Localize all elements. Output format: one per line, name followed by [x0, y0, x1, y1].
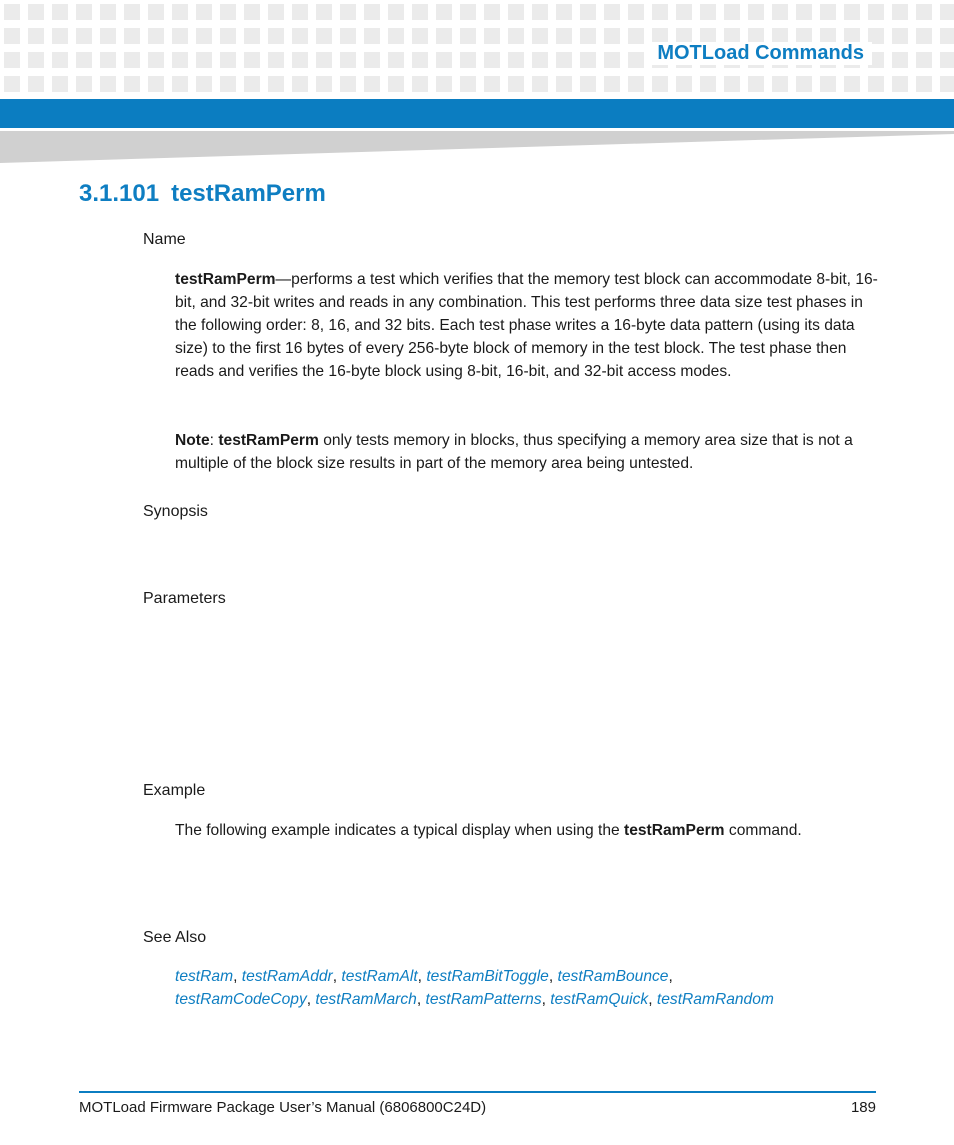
label-name: Name	[143, 231, 186, 248]
link-separator: ,	[648, 991, 657, 1008]
see-also-link-testramquick[interactable]: testRamQuick	[550, 991, 649, 1008]
example-command: testRamPerm	[624, 822, 725, 839]
footer-page-number: 189	[850, 1099, 876, 1116]
label-synopsis: Synopsis	[143, 503, 208, 520]
link-separator: ,	[332, 968, 342, 985]
label-see-also: See Also	[143, 929, 207, 946]
running-header-title: MOTLoad Commands	[649, 42, 872, 65]
link-separator: ,	[548, 968, 558, 985]
see-also-link-testramrandom[interactable]: testRamRandom	[656, 991, 774, 1008]
section-number: 3.1.101	[79, 180, 160, 207]
command-name: testRamPerm	[175, 271, 276, 288]
note-paragraph	[175, 429, 880, 475]
see-also-link-testramalt[interactable]: testRamAlt	[341, 968, 418, 985]
see-also-links	[175, 965, 875, 1011]
header-tile-row	[4, 4, 954, 20]
see-also-link-testramaddr[interactable]: testRamAddr	[241, 968, 333, 985]
example-text-after: command.	[724, 822, 802, 839]
link-separator: ,	[668, 968, 673, 985]
link-separator: ,	[233, 968, 242, 985]
label-parameters: Parameters	[143, 590, 226, 607]
section-title-text: testRamPerm	[171, 180, 326, 207]
footer-manual-title: MOTLoad Firmware Package User’s Manual (6806800C24D)	[79, 1099, 487, 1116]
link-separator: ,	[416, 991, 426, 1008]
note-text: only tests memory in blocks, thus specifying a memory area size that is not a multiple of the block size results in part of the memory area being untested.	[175, 432, 853, 472]
see-also-link-testrambounce[interactable]: testRamBounce	[557, 968, 669, 985]
label-example: Example	[143, 782, 206, 799]
link-separator: ,	[541, 991, 551, 1008]
header-grey-wedge	[0, 131, 954, 163]
section-title	[79, 180, 326, 208]
name-description	[175, 268, 880, 383]
header-blue-bar	[0, 99, 954, 128]
footer-rule	[79, 1091, 876, 1093]
see-also-link-testrambittoggle[interactable]: testRamBitToggle	[426, 968, 549, 985]
see-also-link-testrampatterns[interactable]: testRamPatterns	[425, 991, 542, 1008]
note-label: Note	[175, 432, 210, 449]
example-text-before: The following example indicates a typical display when using the	[175, 822, 625, 839]
example-paragraph	[175, 819, 880, 842]
description-text: —performs a test which verifies that the memory test block can accommodate 8-bit, 16-bit, and 32-bit writes and reads in any combination. This test performs three data size test phases in the following order: 8, 16, and 32 bits. Each test phase writes a 16-byte data pattern (using its data size) to the first 16 bytes of every 256-byte block of memory in the test block. The test phase then reads and verifies the 16-byte block using 8-bit, 16-bit, and 32-bit access modes.	[175, 271, 878, 380]
see-also-link-testram[interactable]: testRam	[175, 968, 234, 985]
header-tile-row	[4, 76, 954, 92]
link-separator: ,	[306, 991, 316, 1008]
note-command: testRamPerm	[218, 432, 319, 449]
see-also-link-testramcodecopy[interactable]: testRamCodeCopy	[175, 991, 307, 1008]
note-colon: :	[209, 432, 219, 449]
see-also-link-testrammarch[interactable]: testRamMarch	[315, 991, 417, 1008]
link-separator: ,	[417, 968, 427, 985]
